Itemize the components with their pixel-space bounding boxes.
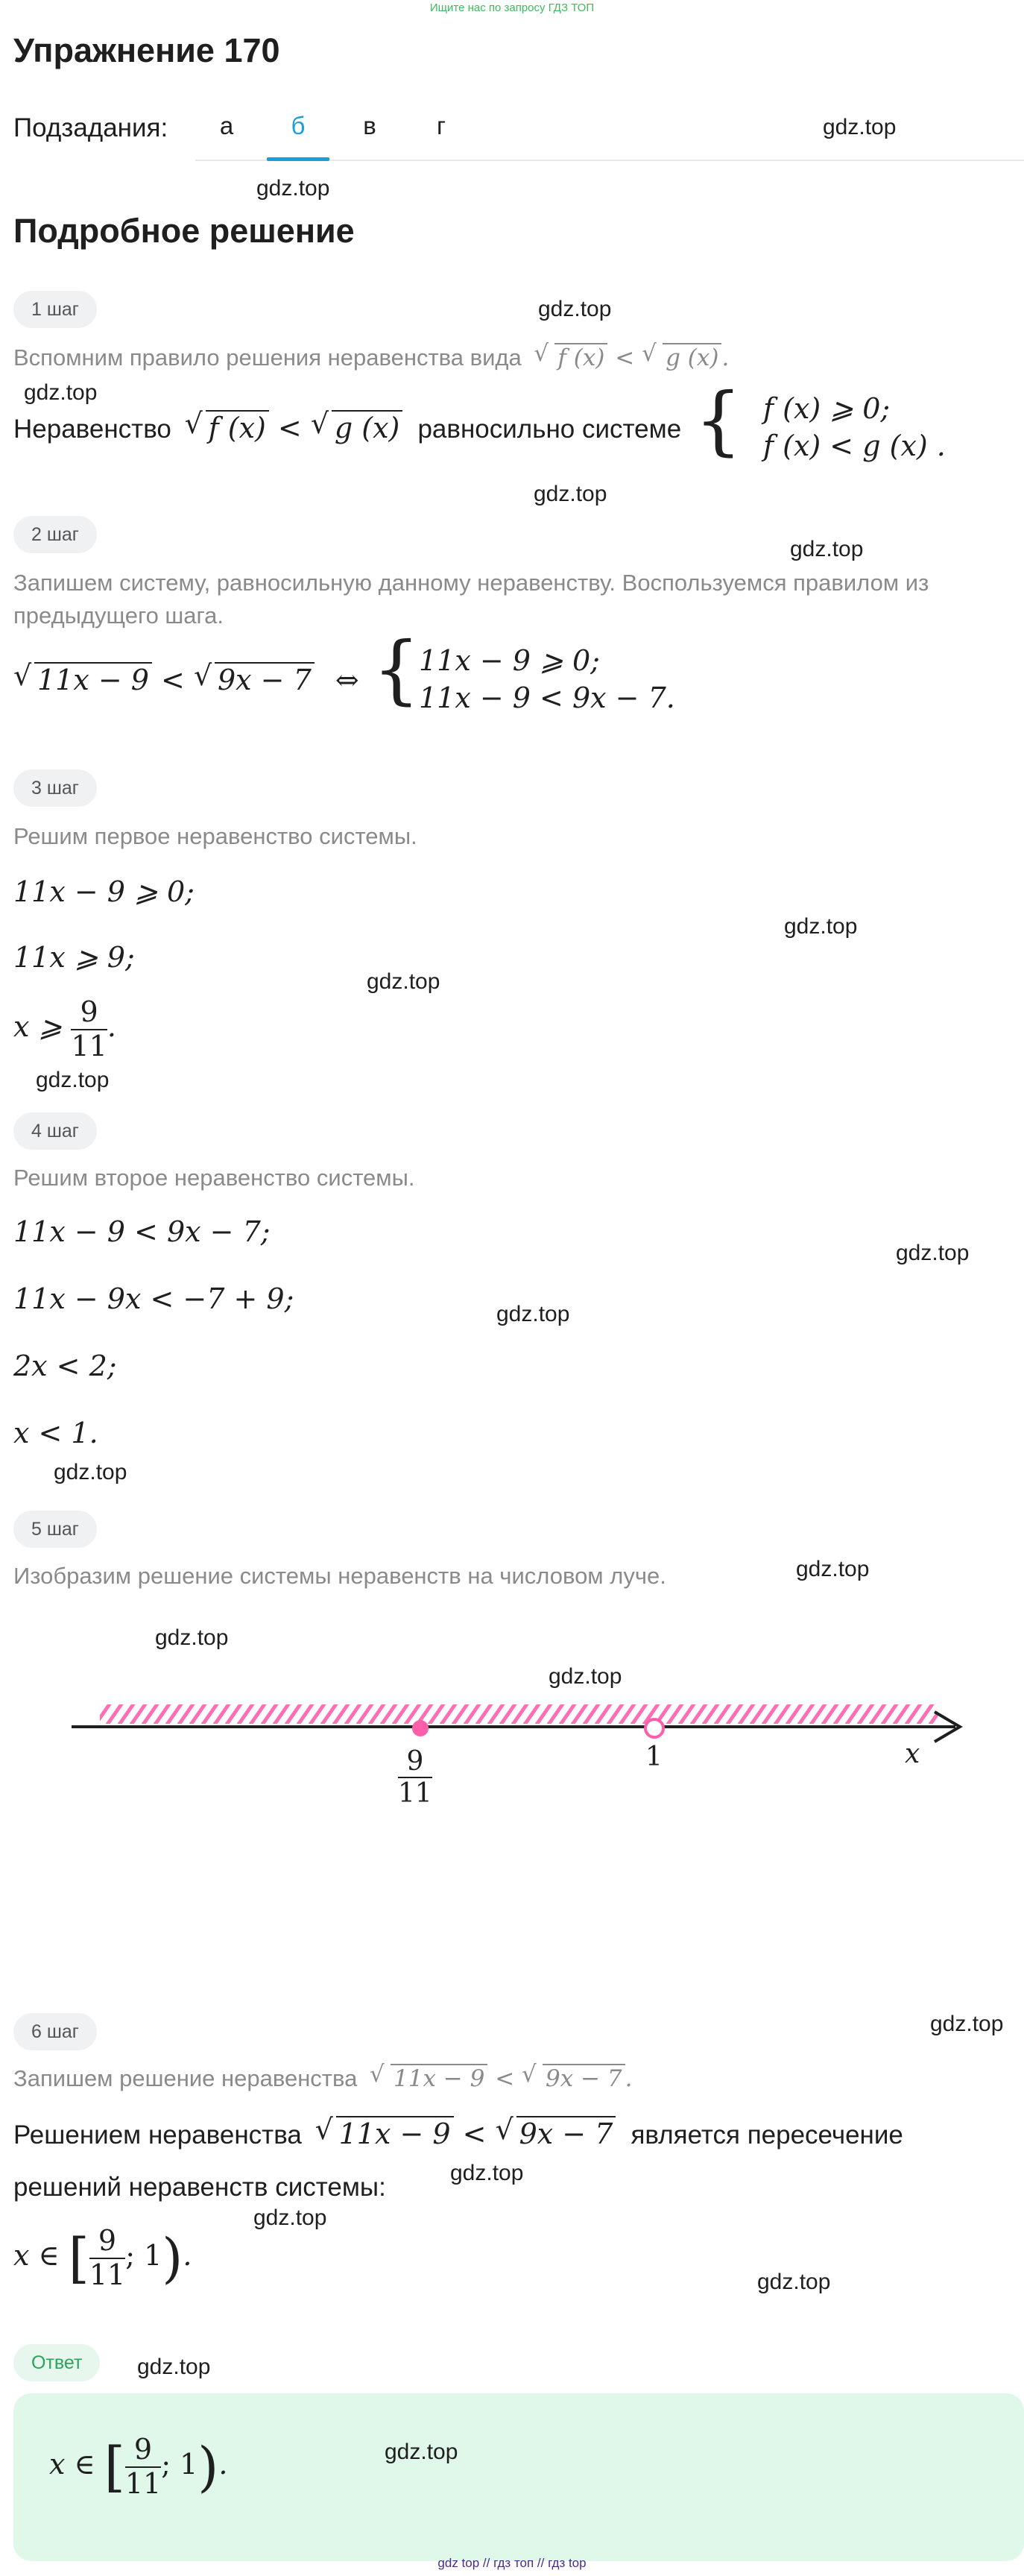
watermark: gdz.top xyxy=(790,537,864,561)
tab-v[interactable]: в xyxy=(363,112,376,139)
number-line xyxy=(0,1670,1024,1834)
step-2-equivalence: √ 11x − 9 < √ 9x − 7 ⇔ xyxy=(13,659,359,696)
step-3-line-2: 11x ⩾ 9; xyxy=(13,941,135,974)
watermark: gdz.top xyxy=(256,176,330,201)
footer-links[interactable]: gdz top // гдз топ // гдз top xyxy=(437,2556,587,2570)
system-brace-icon: { xyxy=(695,377,742,464)
watermark: gdz.top xyxy=(896,1241,970,1265)
watermark: gdz.top xyxy=(534,482,607,506)
step-4-text: Решим второе неравенство системы. xyxy=(13,1165,415,1191)
step-5-text: Изобразим решение системы неравенств на числовом луче. xyxy=(13,1563,666,1589)
sqrt-f-icon: √ f (x) xyxy=(185,412,269,444)
watermark: gdz.top xyxy=(450,2161,524,2185)
step-3-badge: 3 шаг xyxy=(13,769,97,807)
closed-point-icon xyxy=(412,1720,429,1736)
step-3-line-3: x ⩾ $\frac{9}{11}$ . xyxy=(13,995,116,1062)
watermark: gdz.top xyxy=(367,969,440,994)
system-line-1: f (x) ⩾ 0; xyxy=(763,392,891,425)
watermark: gdz.top xyxy=(155,1625,229,1650)
answer-value: x ∈ [ $\frac{9}{11}$ ; 1). xyxy=(49,2433,228,2500)
step-6-line-1: Решением неравенства √ 11x − 9 < √ 9x − 7 является пересечение xyxy=(13,2113,903,2150)
watermark: gdz.top xyxy=(784,914,858,939)
watermark: gdz.top xyxy=(385,2440,458,2464)
step-4-line-1: 11x − 9 < 9x − 7; xyxy=(13,1215,271,1248)
answer-badge: Ответ xyxy=(13,2344,100,2381)
step-6-text: Запишем решение неравенства √ 11x − 9 < √ 9x − 7 . xyxy=(13,2061,633,2092)
sqrt-g-icon: √ g (x) xyxy=(642,344,721,371)
system-line-2: f (x) < g (x) . xyxy=(763,429,946,462)
tab-b[interactable]: б xyxy=(267,112,329,160)
step-2-text-2: предыдущего шага. xyxy=(13,602,224,629)
system-brace-icon: { xyxy=(373,626,420,713)
step-6-answer: x ∈ [ $\frac{9}{11}$ ; 1). xyxy=(13,2224,192,2291)
watermark: gdz.top xyxy=(137,2355,211,2379)
hatch-region xyxy=(100,1704,938,1724)
step-1-badge: 1 шаг xyxy=(13,291,97,328)
step-4-badge: 4 шаг xyxy=(13,1112,97,1150)
watermark: gdz.top xyxy=(36,1068,110,1092)
point-b-label: 1 xyxy=(645,1742,663,1772)
sqrt-g-icon: √ g (x) xyxy=(311,412,403,444)
axis-label: x xyxy=(905,1739,920,1769)
step-3-text: Решим первое неравенство системы. xyxy=(13,823,417,849)
watermark: gdz.top xyxy=(549,1664,622,1689)
step-2-system-2: 11x − 9 < 9x − 7. xyxy=(419,681,675,714)
step-3-line-1: 11x − 9 ⩾ 0; xyxy=(13,875,195,908)
watermark: gdz.top xyxy=(253,2205,327,2230)
step-5-badge: 5 шаг xyxy=(13,1511,97,1548)
open-point-icon xyxy=(645,1719,663,1737)
subtasks-label: Подзадания: xyxy=(13,113,168,142)
watermark: gdz.top xyxy=(930,2012,1004,2036)
step-2-badge: 2 шаг xyxy=(13,516,97,553)
point-a-label: $\frac{9}{11}$ xyxy=(398,1746,432,1810)
step-4-line-3: 2x < 2; xyxy=(13,1350,117,1382)
page-title: Упражнение 170 xyxy=(13,31,280,69)
watermark: gdz.top xyxy=(24,380,98,405)
sqrt-f-icon: √ f (x) xyxy=(534,344,607,371)
subtask-tabs xyxy=(195,112,1024,161)
step-6-badge: 6 шаг xyxy=(13,2013,97,2050)
watermark: gdz.top xyxy=(496,1302,570,1326)
step-1-text: Вспомним правило решения неравенства вида √ f (x) < √ g (x) . xyxy=(13,340,730,371)
watermark: gdz.top xyxy=(757,2270,831,2294)
watermark: gdz.top xyxy=(796,1557,870,1581)
watermark: gdz.top xyxy=(54,1460,127,1484)
search-banner: Ищите нас по запросу ГДЗ ТОП xyxy=(429,1,595,14)
solution-title: Подробное решение xyxy=(13,212,355,250)
tab-a[interactable]: а xyxy=(219,112,234,139)
step-2-text-1: Запишем систему, равносильную данному неравенству. Воспользуемся правилом из xyxy=(13,570,929,596)
watermark: gdz.top xyxy=(538,297,612,321)
step-4-line-2: 11x − 9x < −7 + 9; xyxy=(13,1282,294,1315)
watermark: gdz.top xyxy=(823,115,897,139)
tab-g[interactable]: г xyxy=(436,112,446,139)
step-1-rule: Неравенство √ f (x) < √ g (x) равносильно системе xyxy=(13,407,682,444)
step-4-line-4: x < 1. xyxy=(13,1417,98,1449)
step-2-system-1: 11x − 9 ⩾ 0; xyxy=(419,644,600,677)
step-6-line-2: решений неравенств системы: xyxy=(13,2173,386,2202)
